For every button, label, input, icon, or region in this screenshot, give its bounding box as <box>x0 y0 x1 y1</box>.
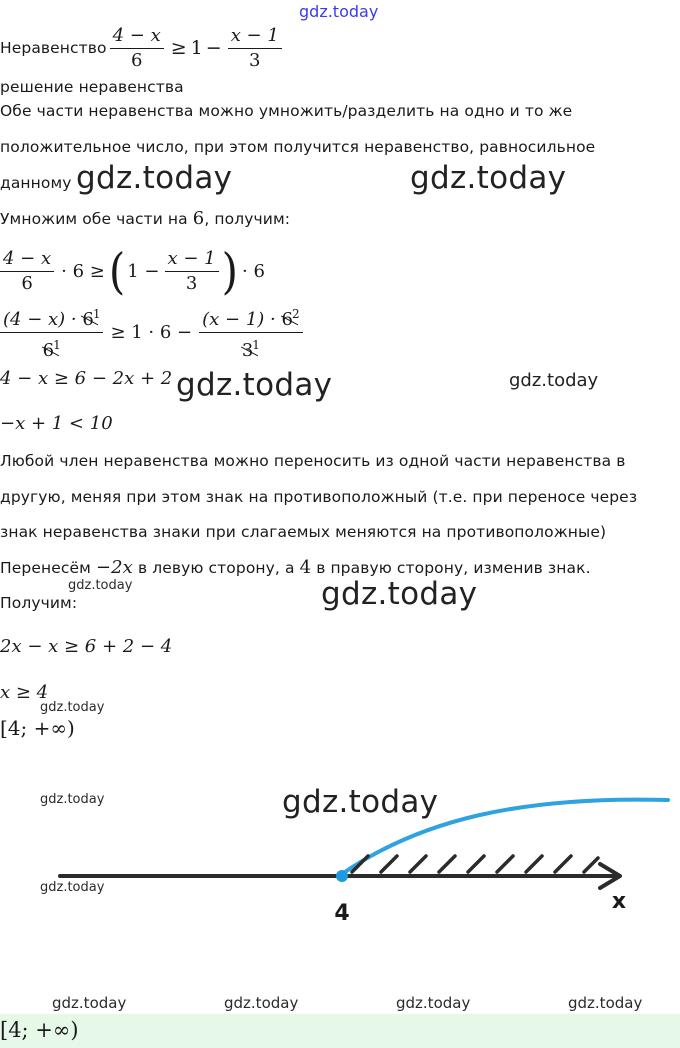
watermark: gdz.today <box>40 880 105 895</box>
transfer-line: Перенесём −2x в левую сторону, а 4 в правую сторону, изменив знак. <box>0 557 591 578</box>
watermark: gdz.today <box>68 578 133 593</box>
solution-heading: решение неравенства <box>0 78 184 96</box>
boundary-point <box>336 870 348 882</box>
watermark: gdz.today <box>410 160 567 196</box>
axis-label: x <box>611 889 627 914</box>
watermark-top: gdz.today <box>299 2 379 21</box>
rule2-line2: другую, меняя при этом знак на противоположный (т.е. при переносе через <box>0 488 638 506</box>
rule1-line3: данному <box>0 174 72 192</box>
watermark: gdz.today <box>40 792 105 807</box>
got-label: Получим: <box>0 594 78 612</box>
watermark: gdz.today <box>224 994 299 1012</box>
equation-2: $\frac{(4 - x) \cdot 6^1}{6^1}$ ≥ 1 · 6 − $\frac{(x - 1) \cdot 6^2}{3^1}$ <box>0 304 306 360</box>
multiply-line: Умножим обе части на 6, получим: <box>0 208 291 229</box>
watermark: gdz.today <box>40 700 105 715</box>
watermark: gdz.today <box>321 576 478 612</box>
equation-1: $\frac{4 - x}{6}$ · 6 ≥ ( 1 − $\frac{x - 1}{3}$ ) · 6 <box>0 240 265 302</box>
equation-6: x ≥ 4 <box>0 682 49 703</box>
watermark: gdz.today <box>568 994 643 1012</box>
lhs-fraction: $\frac{4 - x}{6}$ <box>110 25 164 72</box>
watermark: gdz.today <box>76 160 233 196</box>
watermark: gdz.today <box>509 370 599 391</box>
rule2-line1: Любой член неравенства можно переносить из одной части неравенства в <box>0 452 626 470</box>
answer-bar <box>0 1014 680 1048</box>
equation-4: −x + 1 < 10 <box>0 413 113 434</box>
equation-5: 2x − x ≥ 6 + 2 − 4 <box>0 636 173 657</box>
equation-3: 4 − x ≥ 6 − 2x + 2 <box>0 368 173 389</box>
hatching <box>352 856 598 872</box>
watermark: gdz.today <box>282 784 439 820</box>
answer: [4; +∞) <box>0 1018 79 1042</box>
point-label: 4 <box>334 901 350 926</box>
rule1-line1: Обе части неравенства можно умножить/разделить на одно и то же <box>0 102 573 120</box>
rule1-line2: положительное число, при этом получится неравенство, равносильное <box>0 138 596 156</box>
watermark: gdz.today <box>176 367 333 403</box>
rhs-fraction: $\frac{x - 1}{3}$ <box>228 25 282 72</box>
interval: [4; +∞) <box>0 716 75 740</box>
watermark: gdz.today <box>52 994 127 1012</box>
problem-label: Неравенство <box>0 39 107 57</box>
rule2-line3: знак неравенства знаки при слагаемых меняются на противоположные) <box>0 523 607 541</box>
problem-statement: Неравенство $\frac{4 - x}{6}$ ≥ 1 − $\frac{x - 1}{3}$ <box>0 22 285 74</box>
watermark: gdz.today <box>396 994 471 1012</box>
